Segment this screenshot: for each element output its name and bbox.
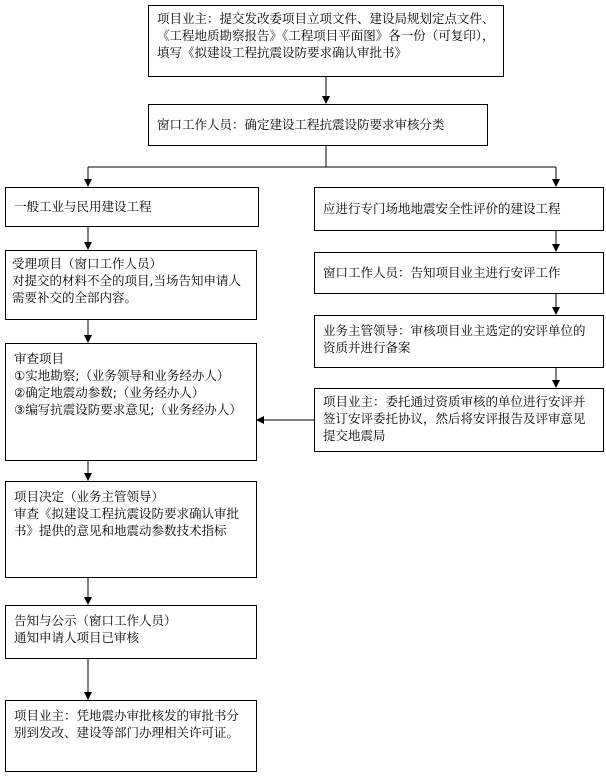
step-project-review-item-2: ②确定地震动参数;（业务经办人） [14, 385, 205, 400]
step-submit-documents [148, 5, 504, 77]
step-accept-project-title: 受理项目（窗口工作人员） [12, 256, 163, 271]
step-project-review-item-3: ③编写抗震设防要求意见;（业务经办人） [14, 402, 242, 417]
branch-general-construction [5, 187, 259, 227]
step-commission-safety-evaluation-text: 项目业主：委托通过资质审核的单位进行安评并签订安评委托协议，然后将安评报告及评审意见提交地震局 [323, 394, 586, 443]
step-project-review-title: 审查项目 [14, 351, 65, 366]
step-project-review [5, 343, 257, 461]
step-obtain-permits-text: 项目业主：凭地震办审批核发的审批书分别到发改、建设等部门办理相关许可证。 [14, 708, 240, 740]
step-notify-and-publish-text: 通知申请人项目已审核 [14, 630, 140, 645]
step-notify-and-publish [5, 605, 257, 659]
step-accept-project-text: 对提交的材料不全的项目,当场告知申请人需要补交的全部内容。 [12, 273, 241, 305]
branch-general-construction-text: 一般工业与民用建设工程 [14, 199, 152, 214]
branch-seismic-evaluation [314, 187, 604, 231]
step-notify-safety-evaluation-text: 窗口工作人员：告知项目业主进行安评工作 [323, 265, 561, 280]
step-classify-review [148, 104, 488, 146]
step-obtain-permits [5, 700, 257, 772]
step-project-decision-title: 项目决定（业务主管领导） [14, 489, 165, 504]
step-project-decision [5, 481, 257, 578]
step-notify-and-publish-title: 告知与公示（窗口工作人员） [14, 613, 177, 628]
step-commission-safety-evaluation [314, 388, 604, 452]
step-project-review-item-1: ①实地勘察;（业务领导和业务经办人） [14, 368, 230, 383]
step-project-decision-text: 审查《拟建设工程抗震设防要求确认审批书》提供的意见和地震动参数技术指标 [14, 506, 240, 538]
step-classify-review-text: 窗口工作人员：确定建设工程抗震设防要求审核分类 [157, 117, 445, 132]
step-review-evaluator-qualification [314, 315, 604, 368]
step-submit-documents-text: 项目业主：提交发改委项目立项文件、建设局规划定点文件、《工程地质勘察报告》《工程项目平面图》各一份（可复印），填写《拟建设工程抗震设防要求确认审批书》 [157, 11, 495, 60]
branch-seismic-evaluation-text: 应进行专门场地地震安全性评价的建设工程 [323, 201, 561, 216]
step-notify-safety-evaluation [314, 252, 604, 294]
step-accept-project [5, 250, 257, 320]
step-review-evaluator-qualification-text: 业务主管领导：审核项目业主选定的安评单位的资质并进行备案 [323, 323, 586, 355]
